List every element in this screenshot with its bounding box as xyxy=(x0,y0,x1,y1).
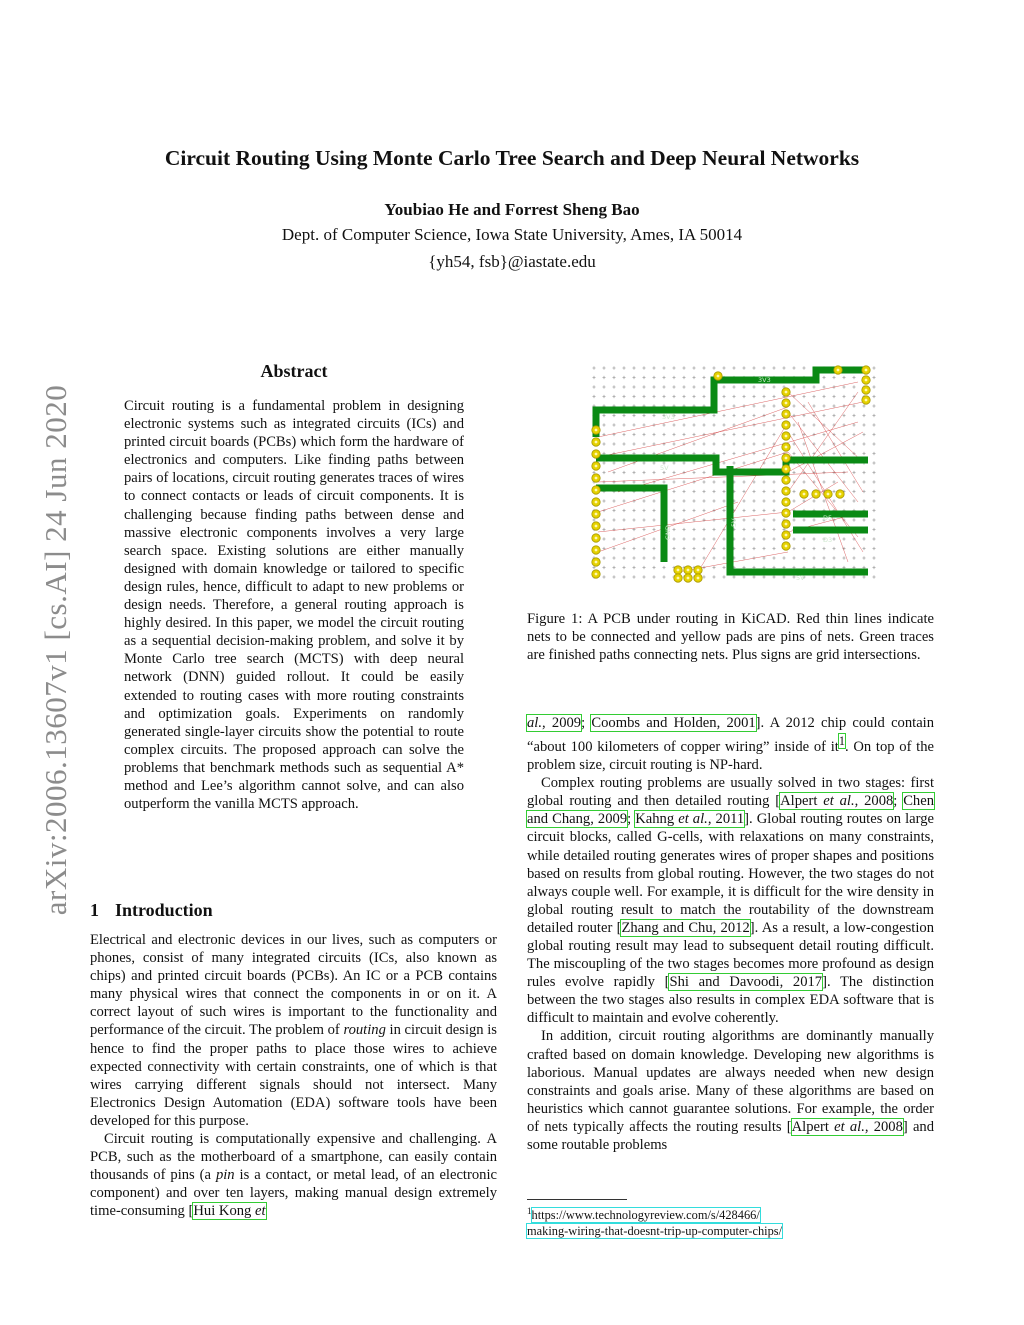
section-title: Introduction xyxy=(115,900,213,920)
pad-hole xyxy=(595,501,598,504)
paper-title: Circuit Routing Using Monte Carlo Tree Search and Deep Neural Networks xyxy=(164,146,860,170)
citation-link[interactable]: Alpert et al., 2008 xyxy=(791,1118,903,1135)
pad-hole xyxy=(837,369,840,372)
footnote-link[interactable]: 1 xyxy=(838,734,845,749)
citation-link[interactable]: al., 2009 xyxy=(527,715,582,731)
copper-trace xyxy=(596,370,868,437)
net-label-l3v3a: 3V3 xyxy=(758,376,771,384)
text-run: is a contact, or metal lead, of an electronic component) and over ten layers, making manual design extremely time-consuming [ xyxy=(90,1167,497,1220)
text-run: Complex routing problems are usually solved in two stages: first global routing and then detailed routing [ xyxy=(527,775,934,810)
pad-hole xyxy=(785,446,788,449)
pad-hole xyxy=(595,465,598,468)
right-paragraph-3 xyxy=(527,1027,934,1154)
right-paragraph-2: Complex routing problems are usually solved in two stages: first global routing and then detailed routing [Alpert et al., 2008; Chen and Chang, 2009; Kahng et al., 2011]. Global routing routes on large circuit blocks, called G-cells, with relaxations on many constraints, while detailed routing generates wires of proper shapes and positions based on results from global routing. However, the two stages do not always couple well. For example, it is difficult for the wire density in global routing result to match the routability of the downstream detailed router [Zhang and Chu, 2012]. As a result, a low-congestion global routing result may lead to subsequent detail routing difficult. The miscoupling of the two stages becomes more profound as design rules evolve rapidly [Shi and Davoodi, 2017]. The distinction between the two stages also results in complex EDA software that is difficult to maintain and evolve coherently. xyxy=(527,775,935,1027)
right-paragraph-1: al., 2009; Coombs and Holden, 2001]. A 2012 chip could contain “about 100 kilometers of copper wiring” inside of it$^1$. On top of the problem size, circuit routing is NP-hard. xyxy=(527,715,935,774)
text-run: . On top of the problem size, circuit routing is NP-hard. xyxy=(527,738,934,774)
footnote xyxy=(527,1203,934,1239)
intro-paragraph-1 xyxy=(90,931,497,1130)
pad-hole xyxy=(827,493,830,496)
pad-hole xyxy=(785,512,788,515)
author-email: {yh54, fsb}@iastate.edu xyxy=(428,252,596,271)
citation-link[interactable]: Alpert et al., 2008 xyxy=(780,793,894,810)
net-label-l5va: 5V xyxy=(660,464,669,472)
pad-hole xyxy=(815,493,818,496)
footnote-mark: 1 xyxy=(527,1206,532,1216)
net-label-l5vb: 5V xyxy=(730,518,738,527)
net-label-l5vc: 5V xyxy=(796,574,805,582)
text-run: in circuit design is hence to find the proper paths to place those wires to achieve expected connectivity with certain constraints, one of which is that wires carrying different signals should not intersect. Many Electronics Design Automation (EDA) software tools have been developed for this purpose. xyxy=(90,1022,497,1129)
pad-hole xyxy=(785,391,788,394)
citation-link[interactable]: Hui Kong et xyxy=(193,1203,266,1220)
pad-hole xyxy=(785,435,788,438)
pad-hole xyxy=(717,375,720,378)
abstract-body: Circuit routing is a fundamental problem in designing electronic systems such as integrated circuits (ICs) and printed circuit boards (PCBs) which form the hardware of electronics and computers. Like finding paths between pairs of locations, circuit routing generates traces of wires to connect contacts or leads of circuit components. It is challenging because finding paths between dense and massive electronic components involves a very large search space. Existing solutions are either manually designed with domain knowledge or tailored to specific design rules, hence, difficult to adapt to new problems or design needs. Therefore, a general routing approach is highly desired. In this paper, we model the circuit routing as a sequential decision-making problem, and solve it by Monte Carlo tree search (MCTS) with deep neural network (DNN) guided rollout. It could be easily extended to routing cases with more routing constraints and optimization goals. Experiments on randomly generated single-layer circuits show the potential to route complex circuits. The proposed approach can solve the problems that benchmark methods such as sequential A* method and Lee’s algorithm cannot solve, and can also outperform the vanilla MCTS approach. xyxy=(124,398,464,813)
citation-link[interactable]: Shi and Davoodi, 2017 xyxy=(669,974,823,991)
copper-trace xyxy=(730,466,868,572)
pad-hole xyxy=(697,577,700,580)
pad-hole xyxy=(865,399,868,402)
pad-hole xyxy=(687,577,690,580)
citation-link[interactable]: Chen and Chang, 2009 xyxy=(527,793,935,828)
right-column-body xyxy=(527,714,934,1154)
net-label-lgnd: GND xyxy=(664,525,672,540)
copper-trace xyxy=(596,488,664,562)
pad-hole xyxy=(865,369,868,372)
pad-hole xyxy=(595,549,598,552)
author-affiliation: Dept. of Computer Science, Iowa State University, Ames, IA 50014 xyxy=(281,225,743,244)
pad-hole xyxy=(595,477,598,480)
text-run: ]. As a result, a low-congestion global routing result may lead to subsequent detail routing difficult. The miscoupling of the two stages becomes more profound as design rules evolve rapidly [ xyxy=(527,919,934,991)
pad-hole xyxy=(785,413,788,416)
citation-link[interactable]: Kahng et al., 2011 xyxy=(635,811,745,828)
pad-hole xyxy=(785,545,788,548)
net-label-ld3: D3 xyxy=(823,536,833,544)
pad-hole xyxy=(785,534,788,537)
pad-hole xyxy=(677,577,680,580)
pad-hole xyxy=(595,525,598,528)
pad-hole xyxy=(595,573,598,576)
pad-hole xyxy=(697,569,700,572)
pad-hole xyxy=(595,453,598,456)
section-number: 1 xyxy=(90,900,99,920)
pad-hole xyxy=(785,490,788,493)
footnote-url-link[interactable]: making-wiring-that-doesnt-trip-up-computer-chips/ xyxy=(527,1224,783,1239)
pad-hole xyxy=(595,441,598,444)
pad-hole xyxy=(785,501,788,504)
pad-hole xyxy=(595,429,598,432)
pad-hole xyxy=(595,513,598,516)
figure-caption: Figure 1: A PCB under routing in KiCAD. Red thin lines indicate nets to be connected and yellow pads are pins of nets. Green traces are finished paths connecting nets. Plus signs are grid intersections. xyxy=(527,611,934,664)
arxiv-identifier: arXiv:2006.13607v1 [cs.AI] 24 Jun 2020 xyxy=(38,384,73,916)
net-label-l3v3b: 3V3 xyxy=(662,413,675,421)
text-run: In addition, circuit routing algorithms are dominantly manually crafted based on domain knowledge. Developing new algorithms is laborious. Manual updates are always needed when new design constraints and goals arise. Many of these algorithms are based on heuristics which cannot guarantee solutions. For example, the order of nets typically affects the routing results [ xyxy=(527,1028,934,1135)
pad-hole xyxy=(595,489,598,492)
pad-hole xyxy=(595,561,598,564)
text-run: Electrical and electronic devices in our lives, such as computers or phones, consist of many integrated circuits (ICs, also known as chips) and printed circuit boards (PCBs). An IC or a PCB contains many physical wires that connect the components in or on it. A correct layout of such wires is important to the functionality and performance of the circuit. The problem of xyxy=(90,932,497,1039)
text-run: Circuit routing is computationally expensive and challenging. A PCB, such as the motherboard of a smartphone, can easily contain thousands of pins (a xyxy=(90,1131,497,1184)
pad-hole xyxy=(865,379,868,382)
pad-hole xyxy=(687,569,690,572)
pcb-figure xyxy=(588,362,878,584)
citation-link[interactable]: Coombs and Holden, 2001 xyxy=(591,715,756,731)
pad-hole xyxy=(785,468,788,471)
pad-hole xyxy=(785,402,788,405)
introduction-body xyxy=(90,931,497,1221)
text-run: ]. Global routing routes on large circuit blocks, called G-cells, with relaxations on many constraints, while detailed routing generates wires of proper shapes and positions based on results from global routing. However, the two stages do not always couple well. For example, it is difficult for the wire density in global routing result to match the routability of the downstream detailed router [ xyxy=(527,811,934,936)
pad-hole xyxy=(785,457,788,460)
pad-hole xyxy=(839,493,842,496)
pad-hole xyxy=(785,424,788,427)
intro-paragraph-2 xyxy=(90,1130,497,1220)
net-label-ld5: D5 xyxy=(823,514,833,522)
paper-authors: Youbiao He and Forrest Sheng Bao xyxy=(384,200,640,219)
pad-hole xyxy=(595,537,598,540)
emphasis: routing xyxy=(343,1022,386,1039)
text-run: ] and some routable problems xyxy=(527,1118,935,1154)
pad-hole xyxy=(803,493,806,496)
text-run: ]. The distinction between the two stages also results in complex EDA software that is difficult to maintain and evolve coherently. xyxy=(527,974,934,1027)
text-run: ]. A 2012 chip could contain “about 100 kilometers of copper wiring” inside of it xyxy=(527,715,935,755)
footnote-rule xyxy=(527,1199,627,1200)
pad-hole xyxy=(677,569,680,572)
pad-hole xyxy=(785,479,788,482)
emphasis: pin xyxy=(215,1167,235,1184)
citation-link[interactable]: Zhang and Chu, 2012 xyxy=(621,919,750,936)
footnote-url-link[interactable]: https://www.technologyreview.com/s/428466/ xyxy=(531,1208,760,1223)
abstract-heading: Abstract xyxy=(260,361,328,381)
pad-hole xyxy=(865,389,868,392)
pad-hole xyxy=(785,523,788,526)
section-heading-introduction xyxy=(90,900,229,921)
